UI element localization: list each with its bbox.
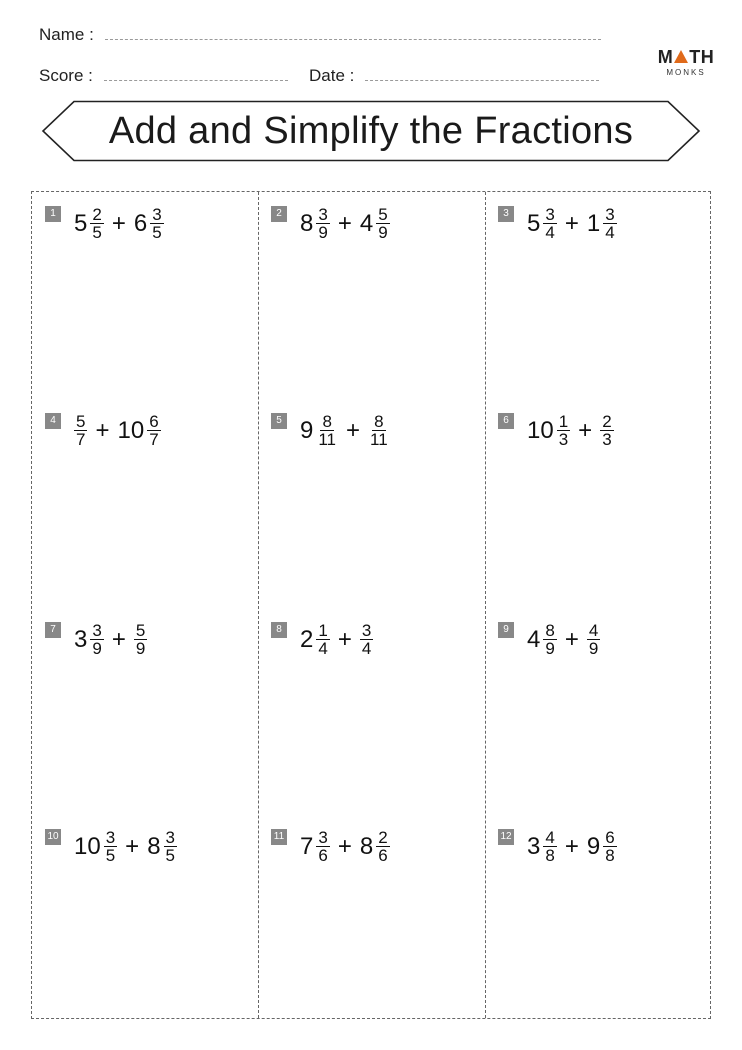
numerator: 3 — [605, 205, 615, 224]
denominator: 6 — [378, 846, 388, 865]
fraction — [316, 206, 329, 241]
whole-number: 4 — [359, 209, 374, 237]
fraction — [104, 829, 117, 864]
whole-number: 2 — [300, 625, 314, 653]
problem-grid — [31, 191, 711, 1019]
whole-number: 8 — [147, 832, 161, 860]
mixed-number — [74, 413, 87, 448]
whole-number: 1 — [586, 209, 601, 237]
problem-number-badge: 2 — [271, 206, 287, 222]
mixed-number — [527, 413, 570, 448]
denominator: 11 — [318, 430, 337, 449]
math-monks-logo — [655, 48, 717, 77]
problem-8 — [271, 622, 373, 657]
problem-6 — [498, 413, 614, 448]
whole-number: 10 — [74, 832, 101, 860]
numerator: 1 — [318, 621, 328, 640]
whole-number: 10 — [117, 416, 145, 444]
plus-operator: + — [337, 832, 352, 860]
numerator: 8 — [322, 412, 332, 431]
fraction — [587, 622, 600, 657]
denominator: 9 — [92, 639, 102, 658]
whole-number: 8 — [359, 832, 374, 860]
problem-12 — [498, 829, 617, 864]
problem-number-badge: 5 — [271, 413, 287, 429]
score-field[interactable] — [39, 66, 288, 86]
mixed-number — [74, 829, 117, 864]
logo-word-right: TH — [689, 47, 715, 67]
plus-operator: + — [564, 832, 579, 860]
numerator: 6 — [605, 828, 615, 847]
problem-11 — [271, 829, 390, 864]
mixed-number — [360, 622, 373, 657]
denominator: 4 — [605, 223, 615, 242]
mixed-number — [587, 622, 600, 657]
denominator: 9 — [318, 223, 328, 242]
mixed-number — [74, 622, 104, 657]
numerator: 3 — [165, 828, 176, 847]
column-divider — [485, 192, 486, 1018]
problem-7 — [45, 622, 147, 657]
mixed-number — [600, 413, 613, 448]
numerator: 3 — [318, 828, 328, 847]
numerator: 6 — [149, 412, 159, 431]
problem-10 — [45, 829, 177, 864]
whole-number: 3 — [74, 625, 88, 653]
whole-number: 8 — [300, 209, 314, 237]
name-label: Name : — [39, 25, 94, 44]
plus-operator: + — [564, 625, 579, 653]
problem-expression — [527, 413, 614, 448]
problem-1 — [45, 206, 164, 241]
fraction — [543, 829, 556, 864]
mixed-number — [587, 206, 617, 241]
fraction — [74, 413, 87, 448]
name-field[interactable] — [39, 25, 601, 45]
plus-operator: + — [95, 416, 110, 444]
numerator: 8 — [545, 621, 555, 640]
numerator: 3 — [105, 828, 116, 847]
mixed-number — [134, 622, 147, 657]
fraction — [368, 413, 390, 448]
mixed-number — [147, 829, 177, 864]
problem-expression — [74, 413, 161, 448]
fraction — [543, 206, 556, 241]
problem-9 — [498, 622, 600, 657]
numerator: 4 — [588, 621, 599, 640]
problem-number-badge: 6 — [498, 413, 514, 429]
problem-expression — [527, 829, 617, 864]
mixed-number — [300, 829, 330, 864]
numerator: 3 — [318, 205, 328, 224]
denominator: 3 — [602, 430, 612, 449]
problem-expression — [300, 622, 373, 657]
denominator: 4 — [361, 639, 372, 658]
denominator: 9 — [545, 639, 555, 658]
problem-number-badge: 7 — [45, 622, 61, 638]
whole-number: 5 — [527, 209, 541, 237]
plus-operator: + — [125, 832, 140, 860]
fraction — [147, 413, 160, 448]
numerator: 8 — [374, 412, 384, 431]
mixed-number — [360, 206, 390, 241]
fraction — [90, 622, 103, 657]
numerator: 2 — [602, 412, 612, 431]
mixed-number — [117, 413, 160, 448]
name-line[interactable] — [105, 25, 601, 40]
problem-expression — [74, 206, 164, 241]
denominator: 5 — [152, 223, 162, 242]
whole-number: 6 — [133, 209, 148, 237]
problem-4 — [45, 413, 161, 448]
plus-operator: + — [111, 209, 126, 237]
problem-number-badge: 1 — [45, 206, 61, 222]
denominator: 9 — [588, 639, 599, 658]
denominator: 7 — [76, 430, 86, 449]
fraction — [164, 829, 177, 864]
denominator: 4 — [545, 223, 555, 242]
numerator: 3 — [545, 205, 555, 224]
numerator: 5 — [76, 412, 86, 431]
numerator: 2 — [378, 828, 388, 847]
denominator: 9 — [378, 223, 388, 242]
denominator: 8 — [545, 846, 555, 865]
problem-number-badge: 9 — [498, 622, 514, 638]
column-divider — [258, 192, 259, 1018]
problem-expression — [527, 622, 600, 657]
page-title: Add and Simplify the Fractions — [108, 110, 634, 152]
plus-operator: + — [337, 209, 352, 237]
mixed-number — [527, 622, 557, 657]
denominator: 9 — [135, 639, 146, 658]
numerator: 5 — [378, 205, 388, 224]
fraction — [90, 206, 103, 241]
fraction — [150, 206, 163, 241]
problem-3 — [498, 206, 617, 241]
mixed-number — [527, 829, 557, 864]
problem-number-badge: 11 — [271, 829, 287, 845]
numerator: 3 — [361, 621, 372, 640]
problem-expression — [74, 622, 147, 657]
whole-number: 4 — [527, 625, 541, 653]
mixed-number — [587, 829, 617, 864]
problem-expression — [300, 206, 390, 241]
fraction — [603, 829, 616, 864]
problem-expression — [527, 206, 617, 241]
numerator: 1 — [558, 412, 569, 431]
logo-subtitle: MONKS — [666, 68, 706, 77]
whole-number: 7 — [300, 832, 314, 860]
mixed-number — [527, 206, 557, 241]
mixed-number — [74, 206, 104, 241]
numerator: 3 — [92, 621, 102, 640]
denominator: 7 — [149, 430, 159, 449]
denominator: 5 — [92, 223, 102, 242]
fraction — [600, 413, 613, 448]
numerator: 5 — [135, 621, 146, 640]
problem-number-badge: 12 — [498, 829, 514, 845]
score-label: Score : — [39, 66, 93, 85]
fraction — [316, 622, 329, 657]
fraction — [316, 829, 329, 864]
denominator: 5 — [165, 846, 176, 865]
plus-operator: + — [578, 416, 593, 444]
fraction — [557, 413, 570, 448]
plus-operator: + — [337, 625, 352, 653]
denominator: 5 — [105, 846, 116, 865]
mixed-number — [300, 413, 338, 448]
fraction — [603, 206, 616, 241]
mixed-number — [300, 206, 330, 241]
whole-number: 10 — [527, 416, 554, 444]
score-line[interactable] — [104, 66, 288, 81]
date-field[interactable] — [309, 66, 599, 86]
fraction — [543, 622, 556, 657]
mixed-number — [300, 622, 330, 657]
plus-operator: + — [564, 209, 579, 237]
whole-number: 3 — [527, 832, 541, 860]
problem-number-badge: 10 — [45, 829, 61, 845]
denominator: 11 — [370, 430, 388, 449]
problem-number-badge: 3 — [498, 206, 514, 222]
fraction — [360, 622, 373, 657]
fraction — [134, 622, 147, 657]
problem-number-badge: 4 — [45, 413, 61, 429]
denominator: 8 — [605, 846, 615, 865]
whole-number: 9 — [586, 832, 601, 860]
mixed-number — [360, 829, 390, 864]
logo-word-left: M — [657, 47, 674, 67]
numerator: 4 — [545, 828, 555, 847]
fraction — [376, 829, 389, 864]
denominator: 6 — [318, 846, 328, 865]
logo-triangle-icon — [674, 50, 688, 63]
numerator: 3 — [152, 205, 162, 224]
problem-number-badge: 8 — [271, 622, 287, 638]
plus-operator: + — [111, 625, 126, 653]
denominator: 4 — [318, 639, 328, 658]
plus-operator: + — [346, 416, 361, 444]
problem-expression — [300, 829, 390, 864]
mixed-number — [134, 206, 164, 241]
date-label: Date : — [309, 66, 355, 85]
problem-5 — [271, 413, 390, 448]
fraction — [376, 206, 389, 241]
numerator: 2 — [92, 205, 102, 224]
problem-expression — [74, 829, 177, 864]
fraction — [316, 413, 338, 448]
whole-number: 5 — [74, 209, 88, 237]
date-line[interactable] — [365, 66, 599, 81]
mixed-number — [368, 413, 390, 448]
problem-2 — [271, 206, 390, 241]
whole-number: 9 — [300, 416, 314, 444]
denominator: 3 — [558, 430, 569, 449]
title-banner — [40, 100, 702, 162]
problem-expression — [300, 413, 390, 448]
